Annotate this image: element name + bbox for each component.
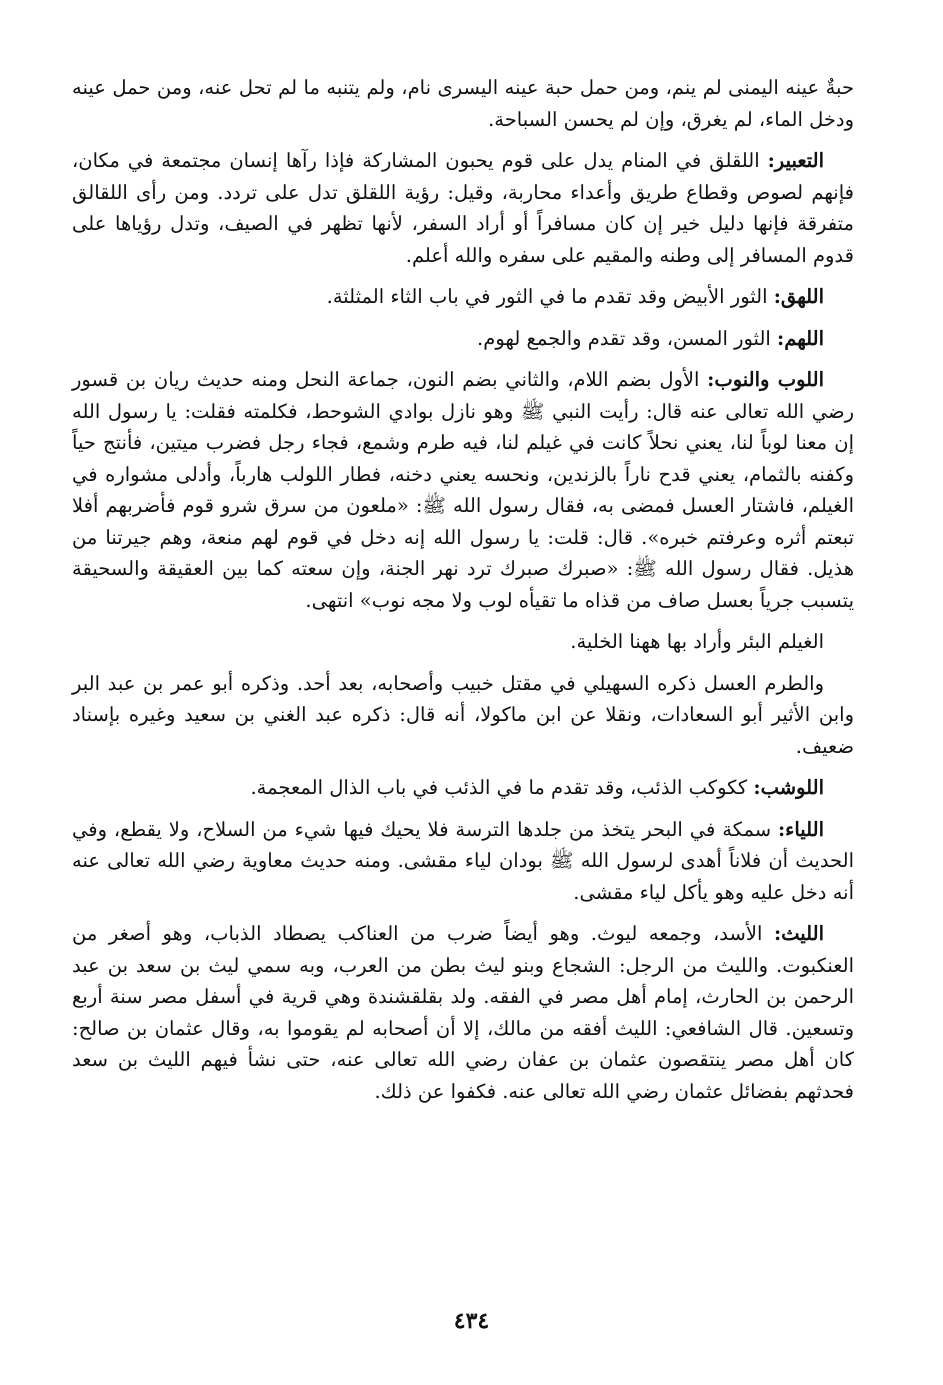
entry-term: اللهم: bbox=[777, 326, 824, 350]
entry-term: اللوشب: bbox=[753, 776, 824, 799]
entry-term: التعبير: bbox=[767, 149, 824, 172]
paragraph-6: الغيلم البئر وأراد بها ههنا الخلية. bbox=[570, 630, 824, 653]
paragraph-5: اللوب والنوب: الأول بضم اللام، والثاني بضم النون، جماعة النحل ومنه حديث ريان بن قسور رضي الله تعالى عنه قال: رأيت النبي ﷺ وهو نازل بوادي الشوحط، فكلمته فقلت: يا رسول الله إن معنا لوباً لنا، يعني نحلاً كانت في غيلم لنا، فيه طرم وشمع، فجاء رجل فضرب ميتين، فأنتج حياً وكفنه بالثمام، يعني قدح ناراً بالزندين، ونحسه يعني دخنه، فطار اللولب هارباً، وأدلى مشواره في الغيلم، فاشتار العسل فمضى به، فقال رسول الله ﷺ: «ملعون من سرق شرو قوم فأضربهم أفلا تبعتم أثره وعرفتم خبره». قال: قلت: يا رسول الله إنه دخل في قوم لهم منعة، وهم جيرتنا من هذيل. فقال رسول الله ﷺ: «صبرك صبرك ترد نهر الجنة، وإن سعته كما بين العقيقة والسحيقة يتسبب جرياً بعسل صاف من قذاه ما تقيأه لوب ولا مجه نوب» انتهى. bbox=[72, 368, 854, 612]
entry-term: الليث: bbox=[773, 922, 824, 945]
entry-term: اللوب والنوب: bbox=[707, 368, 824, 391]
paragraph-8: اللوشب: ككوكب الذئب، وقد تقدم ما في الذئب في باب الذال المعجمة. bbox=[250, 776, 824, 799]
entry-term: اللياء: bbox=[777, 817, 824, 841]
paragraph-4: اللهم: الثور المسن، وقد تقدم والجمع لهوم. bbox=[477, 326, 824, 350]
paragraph-3: اللهق: الثور الأبيض وقد تقدم ما في الثور في باب الثاء المثلثة. bbox=[326, 285, 824, 308]
paragraph-10: الليث: الأسد، وجمعه ليوث. وهو أيضاً ضرب من العناكب يصطاد الذباب، وهو أصغر من العنكبوت. والليث من الرجل: الشجاع وبنو ليث بطن من العرب، وبه سمي ليث بن سعد بن عبد الرحمن بن الحارث، إمام أهل مصر في الفقه. ولد بقلقشندة وهي قرية في أسفل مصر سنة أربع وتسعين. قال الشافعي: الليث أفقه من مالك، إلا أن أصحابه لم يقوموا به، وقال عثمان بن صالح: كان أهل مصر ينتقصون عثمان بن عفان رضي الله تعالى عنه، حتى نشأ فيهم الليث بن سعد فحدثهم بفضائل عثمان رضي الله تعالى عنه. فكفوا عن ذلك. bbox=[72, 922, 854, 1103]
page-number: ٤٣٤ bbox=[453, 1308, 490, 1334]
paragraph-2: التعبير: اللقلق في المنام يدل على قوم يحبون المشاركة فإذا رآها إنسان مجتمعة في مكان، فإنهم لصوص وقطاع طريق وأعداء محاربة، وقيل: رؤية اللقلق تدل على تردد. ومن رأى اللقالق متفرقة فإنها دليل خير إن كان مسافراً أو أراد السفر، لأنها تظهر في الصيف، وتدل رؤياها على قدوم المسافر إلى وطنه والمقيم على سفره والله أعلم. bbox=[72, 149, 854, 267]
page-body bbox=[72, 72, 854, 1372]
paragraph-9: اللياء: سمكة في البحر يتخذ من جلدها الترسة فلا يحيك فيها شيء من السلاح، ولا يقطع، وفي الحديث أن فلاناً أهدى لرسول الله ﷺ بودان لياء مقشى. ومنه حديث معاوية رضي الله تعالى عنه أنه دخل عليه وهو يأكل لياء مقشى. bbox=[72, 817, 854, 904]
paragraph-1: حبةٌ عينه اليمنى لم ينم، ومن حمل حبة عينه اليسرى نام، ولم يتنبه ما لم تحل عنه، ومن حمل عينه ودخل الماء، لم يغرق، وإن لم يحسن السباحة. bbox=[72, 76, 854, 131]
paragraph-7: والطرم العسل ذكره السهيلي في مقتل خبيب وأصحابه، بعد أحد. وذكره أبو عمر بن عبد البر وابن الأثير أبو السعادات، ونقلا عن ابن ماكولا، أنه قال: ذكره عبد الغني بن سعيد وغيره بإسناد ضعيف. bbox=[72, 671, 854, 758]
entry-term: اللهق: bbox=[773, 285, 824, 308]
